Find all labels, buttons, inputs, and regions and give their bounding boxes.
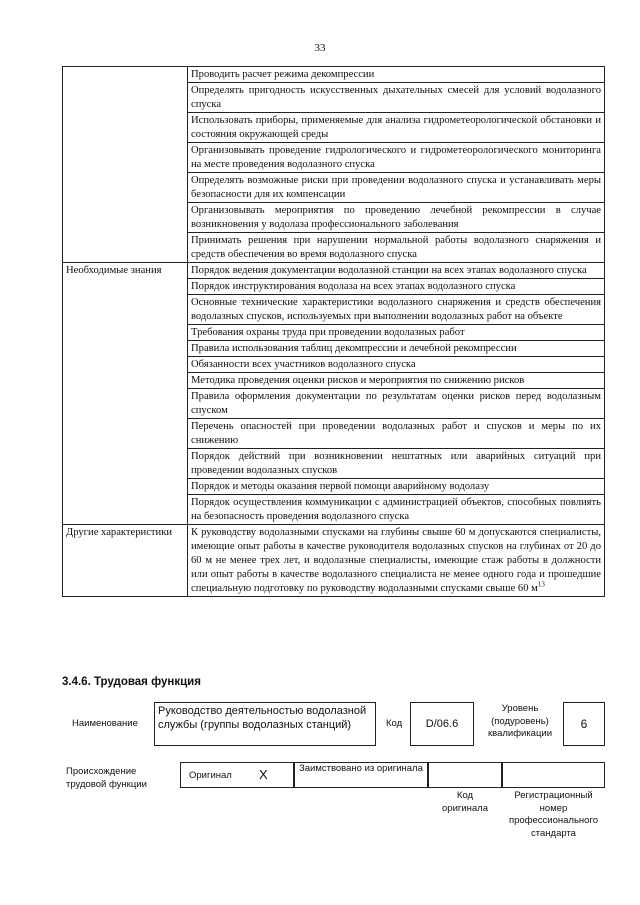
row-text: Правила использования таблиц декомпрессии и лечебной рекомпрессии <box>188 341 605 357</box>
row-text: Организовывать проведение гидрологического и гидрометеорологического мониторинга на месте проведения водолазного спуска <box>188 143 605 173</box>
origin-label: Происхождение трудовой функции <box>66 766 147 790</box>
original-label: Оригинал <box>189 770 232 781</box>
registration-number-label: Регистрационный номер профессионального стандарта <box>509 790 598 839</box>
section-title: 3.4.6. Трудовая функция <box>62 676 201 688</box>
row-text: Порядок и методы оказания первой помощи аварийному водолазу <box>188 479 605 495</box>
row-text: Принимать решения при нарушении нормальной работы водолазного снаряжения и средств обеспечения во время водолазного спуска <box>188 233 605 263</box>
page-number: 33 <box>314 42 326 54</box>
original-code-label: Код оригинала <box>442 790 489 814</box>
function-code: D/06.6 <box>410 702 474 746</box>
row-category-label: Необходимые знания <box>63 263 188 525</box>
qualification-level: 6 <box>563 702 605 746</box>
row-text: Требования охраны труда при проведении водолазных работ <box>188 325 605 341</box>
row-text: Проводить расчет режима декомпрессии <box>188 67 605 83</box>
row-text: Обязанности всех участников водолазного спуска <box>188 357 605 373</box>
code-label: Код <box>386 718 403 729</box>
row-text: Определять пригодность искусственных дыхательных смесей для условий водолазного спуска <box>188 83 605 113</box>
row-text: Организовывать мероприятия по проведению лечебной рекомпрессии в случае возникновения у водолаза профессионального заболевания <box>188 203 605 233</box>
row-text: Порядок действий при возникновении нештатных или аварийных ситуаций при проведении водолазных спусков <box>188 449 605 479</box>
other-characteristics-text <box>188 525 605 597</box>
row-category-label: Другие характеристики <box>63 525 188 597</box>
row-text: Основные технические характеристики водолазного снаряжения и средств обеспечения водолазных спусков, используемых при выполнении водолазных работ на объекте <box>188 295 605 325</box>
other-text: К руководству водолазными спусками на глубины свыше 60 м допускаются специалисты, имеющие опыт работы в качестве руководителя водолазных спусков на глубинах от 20 до 60 м не менее трех лет, и водолазные специалисты, имеющие стаж работы в должности или опыт работы в качестве водолазного специалиста не менее одного года и прошедшие специальную подготовку по руководству водолазными спусками свыше 60 м <box>191 527 601 594</box>
row-text: Порядок инструктирования водолаза на всех этапах водолазного спуска <box>188 279 605 295</box>
row-text: Использовать приборы, применяемые для анализа гидрометеорологической обстановки и состояния окружающей среды <box>188 113 605 143</box>
registration-number-cell <box>502 762 605 788</box>
original-mark: X <box>259 767 268 782</box>
row-text: Порядок ведения документации водолазной станции на всех этапах водолазного спуска <box>188 263 605 279</box>
row-text: Определять возможные риски при проведении водолазного спуска и устанавливать меры безопасности для их компенсации <box>188 173 605 203</box>
row-text: Правила оформления документации по результатам оценки рисков перед водолазным спуском <box>188 389 605 419</box>
row-text: Методика проведения оценки рисков и мероприятия по снижению рисков <box>188 373 605 389</box>
table-row <box>63 263 605 279</box>
original-code-cell <box>428 762 502 788</box>
table-row <box>63 67 605 83</box>
borrowed-cell <box>294 762 428 788</box>
row-category-label <box>63 67 188 263</box>
footnote-marker: 13 <box>537 580 545 589</box>
name-label: Наименование <box>72 718 138 729</box>
original-cell <box>180 762 294 788</box>
row-text: Перечень опасностей при проведении водолазных работ и спусков и меры по их снижению <box>188 419 605 449</box>
row-text: Порядок осуществления коммуникации с администрацией объектов, способных повлиять на безопасность проведения водолазного спуска <box>188 495 605 525</box>
table-row <box>63 525 605 597</box>
level-label: Уровень (подуровень) квалификации <box>487 703 553 739</box>
function-name: Руководство деятельностью водолазной службы (группы водолазных станций) <box>154 702 376 746</box>
borrowed-label: Заимствовано из оригинала <box>299 763 423 774</box>
requirements-table <box>62 66 605 597</box>
